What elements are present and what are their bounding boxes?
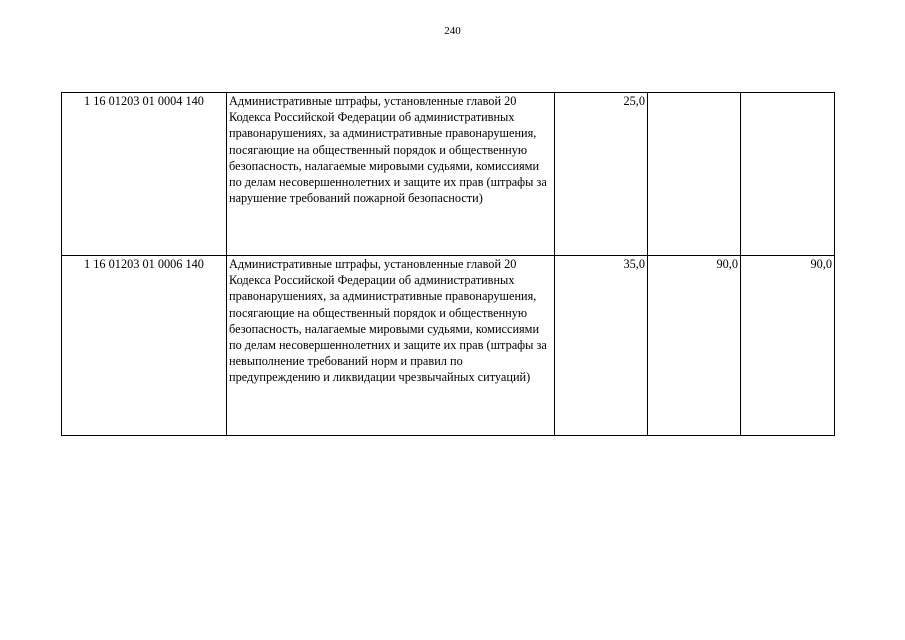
value-cell-3: 90,0	[741, 256, 835, 436]
value-cell-3	[741, 93, 835, 256]
value-cell-2: 90,0	[648, 256, 741, 436]
description-cell: Административные штрафы, установленные главой 20 Кодекса Российской Федерации об административных правонарушениях, за административные правонарушения, посягающие на общественный порядок и общественную безопасность, налагаемые мировыми судьями, комиссиями по делам несовершеннолетних и защите их прав (штрафы за невыполнение требований норм и правил по предупреждению и ликвидации чрезвычайных ситуаций)	[227, 256, 555, 436]
description-cell: Административные штрафы, установленные главой 20 Кодекса Российской Федерации об административных правонарушениях, за административные правонарушения, посягающие на общественный порядок и общественную безопасность, налагаемые мировыми судьями, комиссиями по делам несовершеннолетних и защите их прав (штрафы за нарушение требований пожарной безопасности)	[227, 93, 555, 256]
value-cell-1: 25,0	[555, 93, 648, 256]
table-row	[62, 256, 835, 436]
page-number: 240	[444, 25, 461, 37]
budget-table	[61, 92, 835, 436]
budget-code-cell: 1 16 01203 01 0004 140	[62, 93, 227, 256]
value-cell-1: 35,0	[555, 256, 648, 436]
value-cell-2	[648, 93, 741, 256]
table-row	[62, 93, 835, 256]
budget-code-cell: 1 16 01203 01 0006 140	[62, 256, 227, 436]
